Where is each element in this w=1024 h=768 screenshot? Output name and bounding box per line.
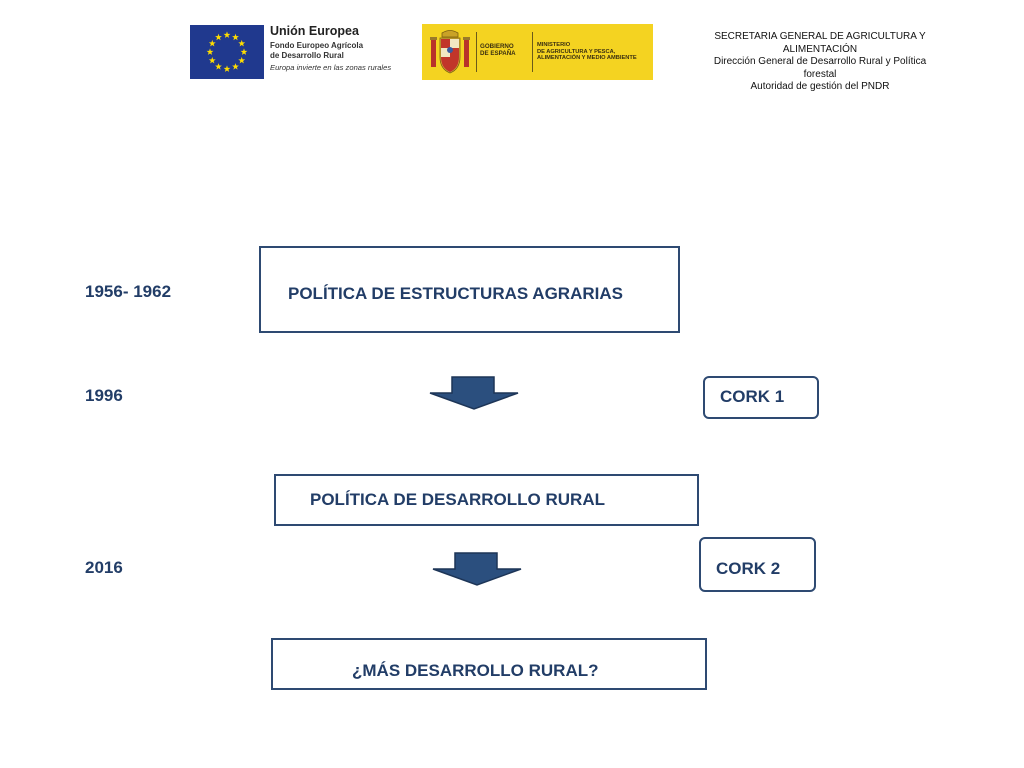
- ministry-line2: DE AGRICULTURA Y PESCA,: [537, 48, 616, 55]
- government-logo: [422, 24, 653, 80]
- eu-star-icon: [207, 48, 214, 55]
- eu-star-icon: [241, 48, 248, 55]
- eu-star-icon: [232, 63, 239, 70]
- policy-label-structures: POLÍTICA DE ESTRUCTURAS AGRARIAS: [288, 284, 623, 303]
- government-name: [480, 43, 532, 57]
- eu-star-icon: [215, 34, 222, 41]
- eu-fund-line1: Fondo Europeo Agrícola: [270, 41, 364, 50]
- year-label-1956-1962: 1956- 1962: [85, 282, 172, 301]
- logo-divider: [476, 32, 477, 72]
- policy-label-more-rural-development: ¿MÁS DESARROLLO RURAL?: [352, 661, 599, 680]
- eu-star-icon: [224, 31, 231, 38]
- eu-star-icon: [238, 40, 245, 47]
- cork-1-badge: [703, 376, 819, 419]
- ministry-name: [537, 42, 651, 62]
- cork-1-label: CORK 1: [720, 387, 785, 406]
- cork-2-label: CORK 2: [716, 559, 781, 578]
- header-line3: Dirección General de Desarrollo Rural y Política: [713, 56, 927, 68]
- eu-fund-line2: de Desarrollo Rural: [270, 50, 344, 60]
- header-line1: SECRETARIA GENERAL DE AGRICULTURA Y: [714, 31, 926, 42]
- government-name-line1: GOBIERNO: [480, 43, 514, 50]
- eu-star-icon: [232, 34, 239, 41]
- eu-star-icon: [209, 57, 216, 64]
- policy-box-structures: [259, 246, 680, 333]
- eu-star-icon: [215, 63, 222, 70]
- header-text: [700, 31, 940, 94]
- down-arrow-icon: [428, 376, 520, 410]
- year-label-2016: 2016: [85, 558, 123, 577]
- cork-2-badge: [699, 537, 816, 592]
- policy-box-more-rural-development: [271, 638, 707, 690]
- eu-logo: [190, 24, 400, 82]
- eu-title: Unión Europea: [270, 24, 359, 38]
- policy-label-rural-development: POLÍTICA DE DESARROLLO RURAL: [310, 490, 605, 509]
- eu-star-icon: [238, 57, 245, 64]
- coat-of-arms-icon: [430, 29, 470, 75]
- government-name-line2: DE ESPAÑA: [480, 50, 516, 57]
- eu-star-icon: [209, 40, 216, 47]
- header-line5: Autoridad de gestión del PNDR: [750, 81, 890, 93]
- logo-divider: [532, 32, 533, 72]
- eu-tagline: Europa invierte en las zonas rurales: [270, 63, 392, 72]
- header-line4: forestal: [803, 68, 837, 80]
- header-line2: ALIMENTACIÓN: [782, 43, 858, 55]
- ministry-line1: MINISTERIO: [537, 42, 571, 48]
- eu-flag-icon: [190, 25, 264, 79]
- eu-star-icon: [224, 65, 231, 72]
- eu-logo-text: [270, 24, 400, 73]
- ministry-line3: ALIMENTACIÓN Y MEDIO AMBIENTE: [537, 55, 637, 62]
- policy-box-rural-development: [274, 474, 699, 526]
- year-label-1996: 1996: [85, 386, 123, 405]
- down-arrow-icon: [431, 552, 523, 586]
